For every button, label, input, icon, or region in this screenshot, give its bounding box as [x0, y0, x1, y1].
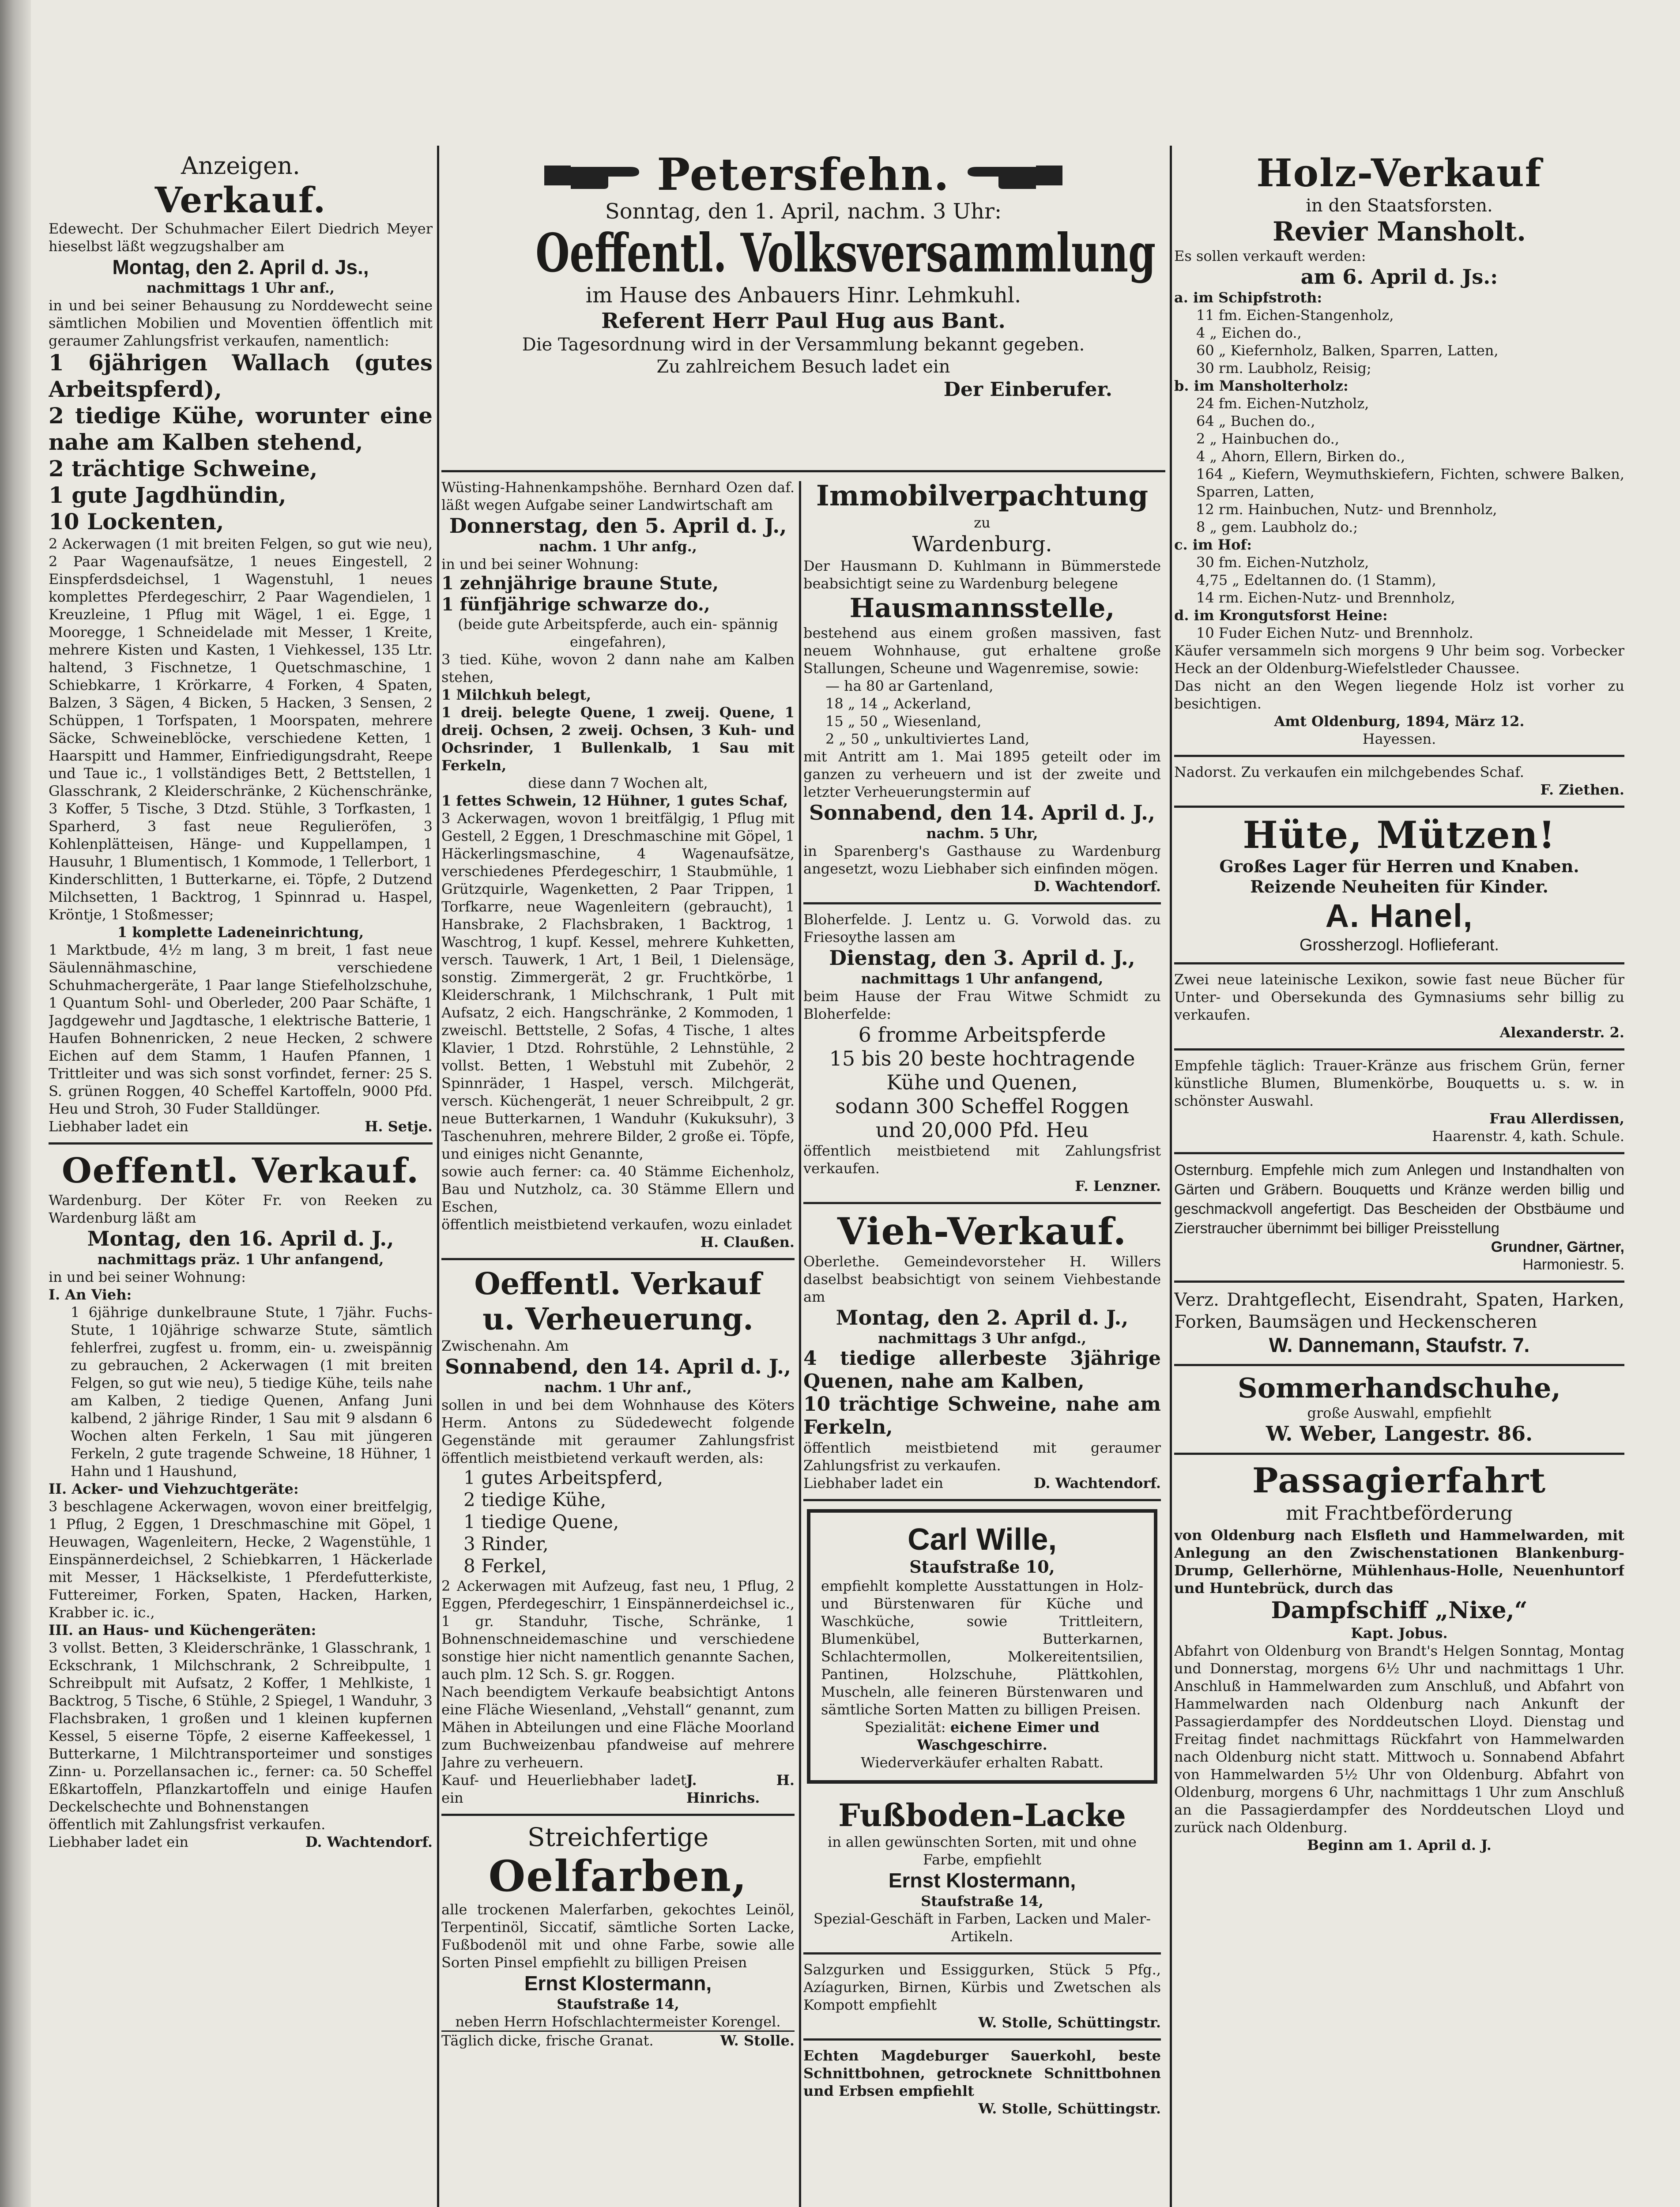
item: und 20,000 Pfd. Heu	[875, 1118, 1089, 1142]
ad-name: A. Hanel,	[1325, 897, 1473, 934]
item: 10 trächtige Schweine, nahe am Ferkeln,	[803, 1393, 1161, 1439]
ad-body: Empfehle täglich: Trauer-Kränze aus frischem Grün, ferner künstliche Blumen, Blumenkörbe, Bouquetts u. s. w. in schönster Auswahl.	[1174, 1057, 1624, 1109]
ad-body: Verz. Drahtgeflecht, Eisendraht, Spaten, Harken, Forken, Baumsägen und Heckenscheren	[1174, 1290, 1624, 1332]
ad-title: Petersfehn.	[657, 148, 950, 200]
ad-time: nachmittags 3 Uhr anfgd.,	[878, 1330, 1086, 1347]
ad-body: 3 tied. Kühe, wovon 2 dann nahe am Kalben stehen,	[441, 651, 795, 685]
ad-body: Echten Magdeburger Sauerkohl, beste Schnittbohnen, getrocknete Schnittbohnen und Erbsen empfiehlt	[803, 2047, 1161, 2099]
ad-line: Reizende Neuheiten für Kinder.	[1250, 877, 1548, 896]
ad-title: Oeffentl. Verkauf.	[61, 1151, 420, 1191]
ad-list: 3 beschlagene Ackerwagen, wovon einer breitfelgig, 1 Pflug, 2 Eggen, 1 Dreschmaschine mit Göpel, 1 Heuwagen, Wagenleitern, Hecke, 2 Wagenstühle, 1 Einspännerdeichsel, 2 Schiebkarren, 1 Häckerlade mit Messer, 1 Häckselkiste, 1 Pferdefutterkiste, Futtereimer, Forken, Spaten, Hacken, Harken, Krabber ic. ic.,	[49, 1498, 433, 1621]
ad-oeffentl-verkauf	[49, 1145, 433, 1858]
ad-nadorst	[1174, 757, 1624, 808]
column-rule	[437, 146, 439, 2207]
list-item: 8 „ gem. Laubholz do.;	[1196, 519, 1358, 535]
ad-note: (beide gute Arbeitspferde, auch ein- spännig eingefahren),	[458, 616, 778, 650]
ad-date: Montag, den 2. April d. Js.,	[112, 256, 369, 279]
ad-time: nachm. 1 Uhr anf.,	[544, 1379, 692, 1396]
item: 1 6jährigen Wallach (gutes Arbeitspferd),	[49, 350, 433, 402]
ad-authority: Amt Oldenburg, 1894, März 12.	[1274, 713, 1525, 730]
ad-time: nachm. 1 Uhr anfg.,	[539, 538, 697, 555]
ad-title: Holz-Verkauf	[1256, 151, 1542, 196]
ad-begin: Beginn am 1. April d. J.	[1307, 1837, 1492, 1853]
ad-petersfehn	[441, 146, 1165, 472]
ad-list: 2 Ackerwagen mit Aufzeug, fast neu, 1 Pflug, 2 Eggen, Pferdegeschirr, 1 Einspännerdeichsel ic., 1 gr. Standuhr, Tische, Schränke, 1 Bohnenschneidemaschine und verschiedene sonstige hier nicht namentlich genannte Sachen, auch plm. 12 Sch. S. gr. Roggen.	[441, 1578, 795, 1683]
item: 1 zehnjährige braune Stute,	[441, 573, 719, 594]
ad-street: Staufstraße 14,	[557, 1996, 679, 2012]
ad-special: eichene Eimer und Waschgeschirre.	[917, 1719, 1100, 1753]
ad-title: Oeffentl. Verkauf	[474, 1266, 762, 1302]
ad-holz-verkauf	[1174, 146, 1624, 757]
table-row: 18 „ 14 „ Ackerland,	[825, 695, 972, 712]
ad-closing: öffentlich meistbietend mit Zahlungsfrist verkaufen.	[803, 1142, 1161, 1177]
ad-signer: W. Stolle.	[720, 2032, 795, 2049]
item: 1 fünfjährige schwarze do.,	[441, 594, 710, 615]
ad-title: Sommerhandschuhe,	[1237, 1372, 1561, 1404]
ad-note: diese dann 7 Wochen alt,	[528, 775, 708, 791]
ad-name: Grundner, Gärtner,	[1491, 1239, 1624, 1255]
ad-dannemann	[1174, 1283, 1624, 1366]
ad-name: Frau Allerdissen,	[1489, 1110, 1624, 1127]
ad-huete	[1174, 808, 1624, 964]
ad-signer: Hayessen.	[1362, 731, 1436, 747]
ad-verheuerung	[441, 1260, 795, 1816]
ad-list: 2 Ackerwagen (1 mit breiten Felgen, so gut wie neu), 2 Paar Wagenaufsätze, 1 neues Eingestell, 2 Einspferdsdeichsel, 1 Wagenstuhl, 1 neues komplettes Pferdegeschirr, 2 Paar Wagendielen, 1 Kreuzleine, 1 Pflug mit Wägel, 1 ei. Egge, 1 Mooregge, 1 Schneidelade mit Messer, 1 Kreite, mehrere Kisten und Kasten, 1 Viehkessel, 135 Ltr. haltend, 3 Fischnetze, 1 Quetschmaschine, 1 Schiebkarre, 1 Krörkarre, 4 Forken, 4 Spaten, Balzen, 3 Sägen, 4 Bicken, 5 Hacken, 3 Sensen, 2 Schüppen, 1 Torfspaten, 1 Moorspaten, mehrere Säcke, Schweineblöcke, verschiedene Ketten, 1 Haarspitt und Hammer, Einfriedigungsdraht, Reepe und Taue ic., 1 vollständiges Bett, 2 Bettstellen, 1 Glasschrank, 2 Kleiderschränke, 2 Küchenschränke, 3 Koffer, 5 Tische, 3 Dtzd. Stühle, 3 Torfkasten, 1 Sparherd, 3 fast neue Regulieröfen, 3 Kohlenplätteisen, Hänge- und Kuppellampen, 1 Hausuhr, 1 Blumentisch, 1 Kommode, 1 Tellerbort, 1 Kinderschlitten, 1 Butterkarne, ei. Töpfe, 2 Dutzend Milchsetten, 1 Backtrog, 1 Spinnrad u. Haspel, Kröntje, 1 Stoßmesser;	[49, 535, 433, 923]
ad-subtitle: Grossherzogl. Hoflieferant.	[1300, 936, 1499, 954]
section-heading: d. im Krongutsforst Heine:	[1174, 607, 1388, 624]
list-item: 164 „ Kiefern, Weymuthskiefern, Fichten, schwere Balken, Sparren, Latten,	[1196, 466, 1624, 500]
ad-closing: öffentlich mit Zahlungsfrist verkaufen.	[49, 1816, 326, 1833]
ad-date: am 6. April d. Js.:	[1300, 265, 1498, 289]
list-item: 2 „ Hainbuchen do.,	[1196, 430, 1339, 447]
ad-footer: Liebhaber ladet ein	[49, 1118, 189, 1135]
ad-street: Staufstraße 14,	[921, 1893, 1043, 1909]
list-item: 24 fm. Eichen-Nutzholz,	[1196, 395, 1369, 412]
ad-title: Passagierfahrt	[1252, 1461, 1547, 1501]
column-middle-left	[441, 472, 795, 2207]
ad-body: in allen gewünschten Sorten, mit und ohne Farbe, empfiehlt	[828, 1834, 1137, 1868]
section-heading: I. An Vieh:	[49, 1286, 132, 1303]
item: sodann 300 Scheffel Roggen	[835, 1094, 1129, 1118]
ad-signer: Der Einberufer.	[943, 378, 1112, 401]
list-item: 11 fm. Eichen-Stangenholz,	[1196, 307, 1394, 324]
ad-street: Staufstraße 10,	[909, 1557, 1055, 1577]
ad-signer: F. Ziethen.	[1540, 781, 1624, 798]
ad-line: Die Tagesordnung wird in der Versammlung bekannt gegeben.	[522, 335, 1085, 355]
ad-date: Sonnabend, den 14. April d. J.,	[444, 1355, 791, 1378]
ad-line: Großes Lager für Herren und Knaben.	[1219, 856, 1579, 876]
ad-signer: D. Wachtendorf.	[1033, 1475, 1161, 1491]
ad-footer: Wiederverkäufer erhalten Rabatt.	[861, 1754, 1104, 1771]
ad-title: Fußboden-Lacke	[838, 1797, 1126, 1834]
ad-signer: D. Wachtendorf.	[1033, 878, 1161, 895]
table-row: 15 „ 50 „ Wiesenland,	[825, 713, 982, 730]
ad-list: 3 vollst. Betten, 3 Kleiderschränke, 1 Glasschrank, 1 Eckschrank, 1 Milchschrank, 2 Schreibpulte, 1 Schreibpult mit Aufsatz, 2 Koffer, 1 Mehlkiste, 1 Backtrog, 5 Tische, 6 Stühle, 2 Spiegel, 1 Wanduhr, 3 Flachsbraken, 1 großen und 1 kleinen kupfernen Kessel, 5 eiserne Töpfe, 2 eiserne Kaffeekessel, 1 Butterkarne, 1 Milchtransporteimer und sonstiges Zinn- u. Porzellansachen ic., ferner: ca. 50 Scheffel Eßkartoffeln, Pflanzkartoffeln und einige Haufen Deckelschechte und Bohnenstangen	[49, 1639, 433, 1815]
ad-body: empfiehlt komplette Ausstattungen in Holz- und Bürstenwaren für Küche und Waschküche, sowie Trittleitern, Blumenkübel, Butterkarnen, Schlachtermollen, Molkereitentsilien, Pantinen, Holzschuhe, Plättkohlen, Muscheln, alle feineren Bürstenwaren und sämtliche Sorten Matten zu billigen Preisen.	[821, 1578, 1143, 1718]
ad-body: Zwei neue lateinische Lexikon, sowie fast neue Bücher für Unter- und Obersekunda des Gymnasiums sehr billig zu verkaufen.	[1174, 971, 1624, 1023]
ad-subtitle: Hausmannsstelle,	[849, 593, 1115, 624]
list-item: 64 „ Buchen do.,	[1196, 413, 1315, 429]
item: 1 gutes Arbeitspferd,	[463, 1467, 663, 1488]
ad-body: 1 Milchkuh belegt,	[441, 686, 591, 703]
item: 2 trächtige Schweine,	[49, 456, 318, 482]
ad-place: Wardenburg.	[912, 532, 1052, 557]
ad-body: Osternburg. Empfehle mich zum Anlegen und Instandhalten von Gärten und Gräbern. Bouquetts und Kränze werden billig und geschmackvoll angefertigt. Das Bescheiden der Obstbäume und Zierstraucher übernimmt bei billiger Preisstellung	[1174, 1162, 1624, 1237]
ad-intro: Der Hausmann D. Kuhlmann in Bümmerstede beabsichtigt seine zu Wardenburg belegene	[803, 557, 1161, 592]
ad-line: Referent Herr Paul Hug aus Bant.	[601, 309, 1006, 333]
item: 4 tiedige allerbeste 3jährige Quenen, nahe am Kalben,	[803, 1347, 1161, 1393]
ad-allerdissen	[1174, 1051, 1624, 1154]
item: 1 gute Jagdhündin,	[49, 482, 286, 508]
ad-name: Ernst Klostermann,	[524, 1972, 712, 1995]
ad-date: Montag, den 2. April d. J.,	[836, 1306, 1129, 1329]
ad-body: in Sparenberg's Gasthause zu Wardenburg angesetzt, wozu Liebhaber sich einfinden mögen.	[803, 843, 1161, 877]
ad-subtitle: mit Frachtbeförderung	[1285, 1502, 1513, 1525]
ad-footer: Liebhaber ladet ein	[803, 1475, 944, 1491]
section-heading: a. im Schipfstroth:	[1174, 289, 1322, 306]
ad-intro: Zwischenahn. Am	[441, 1337, 569, 1354]
ad-body: beim Hause der Frau Witwe Schmidt zu Bloherfelde:	[803, 988, 1161, 1022]
ad-title: Vieh-Verkauf.	[837, 1209, 1127, 1253]
column-middle	[441, 146, 1165, 2207]
ad-body: Abfahrt von Oldenburg von Brandt's Helgen Sonntag, Montag und Donnerstag, morgens 6½ Uhr und nachmittags 1 Uhr. Anschluß in Hammelwarden zum Anschluß, und Abfahrt von Hammelwarden nach Oldenburg nach Ankunft der Passagierdampfer des Norddeutschen Lloyd. Dienstag und Freitag findet nachmittags Rückfahrt von Hammelwarden nach Oldenburg nicht statt. Mittwoch u. Sonnabend Abfahrt von Hammelwarden 5½ Uhr von Oldenburg. Abfahrt von Oldenburg, morgens 6 Uhr, nachmittags 1 Uhr zum Anschluß an die Passagierdampfer des Norddeutschen Lloyd und zurück nach Oldenburg.	[1174, 1642, 1624, 1836]
ad-closing: öffentlich meistbietend verkaufen, wozu einladet	[441, 1216, 792, 1233]
ad-weber	[1174, 1366, 1624, 1455]
ad-time: nachmittags präz. 1 Uhr anfangend,	[97, 1251, 384, 1268]
ad-salzgurken	[803, 1955, 1161, 2041]
ad-date: Donnerstag, den 5. April d. J.,	[449, 514, 787, 538]
list-item: 30 rm. Laubholz, Reisig;	[1196, 360, 1371, 377]
ad-fussboden-lacke	[803, 1792, 1161, 1955]
column-left	[49, 146, 433, 2207]
ad-text: zu	[974, 514, 991, 531]
ad-line: im Hause des Anbauers Hinr. Lehmkuhl.	[585, 283, 1021, 308]
ad-signer: H. Setje.	[365, 1118, 433, 1135]
ad-address: Harmoniestr. 5.	[1522, 1256, 1624, 1273]
column-rule	[1170, 146, 1172, 2207]
ad-signer: F. Lenzner.	[1075, 1178, 1161, 1194]
ad-wuesting	[441, 472, 795, 1260]
column-right	[1174, 146, 1624, 2207]
title-row	[441, 150, 1165, 199]
list-item: 4 „ Eichen do.,	[1196, 324, 1302, 341]
item: 10 Lockenten,	[49, 508, 224, 535]
section-heading: b. im Mansholterholz:	[1174, 377, 1349, 394]
ad-lexikon	[1174, 964, 1624, 1051]
ad-signer: W. Stolle, Schüttingstr.	[978, 2100, 1161, 2117]
ad-bloherfelde	[803, 904, 1161, 1204]
ad-immobilverpachtung	[803, 472, 1161, 904]
ad-time: nachmittags 1 Uhr anfangend,	[861, 970, 1104, 987]
ad-date: Montag, den 16. April d. J.,	[87, 1227, 394, 1250]
ad-body: bestehend aus einem großen massiven, fast neuem Wohnhause, gut erhaltene große Stallungen, Scheune und Wagenremise, sowie:	[803, 625, 1161, 677]
ad-list: 1 6jährige dunkelbraune Stute, 1 7jähr. Fuchs-Stute, 1 10jährige schwarze Stute, sämtlich fehlerfrei, zugfest u. fromm, ein- u. zweispännig zu gebrauchen, 2 Ackerwagen (1 mit breiten Felgen, so gut wie neu), 5 tiedige Kühe, teils nahe am Kalben, 2 tiedige Quenen, Anfang Juni kalbend, 2 jährige Rinder, 1 Sau mit 9 alsdann 6 Wochen alten Ferkeln, 1 Sau mit jüngeren Ferkeln, 2 gute tragende Schweine, 18 Hühner, 1 Hahn und 1 Haushund,	[71, 1304, 433, 1480]
ad-captain: Kapt. Jobus.	[1351, 1625, 1448, 1642]
ad-body: 1 dreij. belegte Quene, 1 zweij. Quene, 1 dreij. Ochsen, 2 zweij. Ochsen, 3 Kuh- und Ochsrinder, 1 Bullenkalb, 1 Sau mit Ferkeln,	[441, 704, 795, 774]
item: 6 fromme Arbeitspferde	[858, 1023, 1106, 1047]
ad-intro: Wüsting-Hahnenkampshöhe. Bernhard Ozen daf. läßt wegen Aufgabe seiner Landwirtschaft am	[441, 479, 795, 513]
ad-body: sollen in und bei dem Wohnhause des Köters Herm. Antons zu Südedewecht folgende Gegenstände mit geraumer Zahlungsfrist öffentlich meistbietend verkauft werden, als:	[441, 1397, 795, 1466]
ad-line: Zu zahlreichem Besuch ladet ein	[656, 357, 950, 377]
ad-highlight: 1 komplette Ladeneinrichtung,	[117, 924, 364, 941]
item: 15 bis 20 beste hochtragende Kühe und Quenen,	[829, 1047, 1135, 1094]
page-gutter	[0, 0, 31, 2207]
ad-body: Täglich dicke, frische Granat.	[441, 2032, 654, 2049]
ad-title: Carl Wille,	[908, 1522, 1057, 1556]
table-row: — ha 80 ar Gartenland,	[825, 678, 994, 694]
ad-subtitle: in den Staatsforsten.	[1306, 196, 1493, 216]
ad-date: Sonnabend, den 14. April d. J.,	[809, 801, 1156, 825]
ad-footer: Kauf- und Heuerliebhaber ladet ein	[441, 1772, 686, 1806]
ad-intro: Bloherfelde. J. Lentz u. G. Vorwold das. zu Friesoythe lassen am	[803, 911, 1161, 945]
ad-title: Verkauf.	[154, 179, 327, 221]
ad-time: nachmittags 1 Uhr anf.,	[146, 279, 335, 296]
ad-name: W. Dannemann, Staufstr. 7.	[1269, 1333, 1530, 1356]
section-heading: Anzeigen.	[181, 152, 300, 180]
table-row: 2 „ 50 „ unkultiviertes Land,	[825, 731, 1029, 747]
ad-closing: öffentlich meistbietend mit geraumer Zahlungsfrist zu verkaufen.	[803, 1439, 1161, 1474]
ad-intro: Es sollen verkauft werden:	[1174, 248, 1366, 264]
column-middle-right	[803, 472, 1161, 2207]
list-item: 30 fm. Eichen-Nutzholz,	[1196, 554, 1369, 571]
section-heading: III. an Haus- und Küchengeräten:	[49, 1622, 316, 1638]
ad-body: mit Antritt am 1. Mai 1895 geteilt oder im ganzen zu verheuern und ist der zweite und letzter Verheuerungstermin auf	[803, 748, 1161, 800]
ad-headline: Oeffentl. Volksversammlung	[535, 222, 1156, 284]
ad-date: Dienstag, den 3. April d. J.,	[829, 946, 1135, 970]
list-item: 10 Fuder Eichen Nutz- und Brennholz.	[1196, 625, 1473, 641]
ad-body: Nach beendigtem Verkaufe beabsichtigt Antons eine Fläche Wiesenland, „Vehstall“ genannt, zum Mähen in Abteilungen und eine Fläche Moorland zum Buchweizenbau pfandweise auf mehrere Jahre zu verheuern.	[441, 1683, 795, 1771]
ad-body: alle trockenen Malerfarben, gekochtes Leinöl, Terpentinöl, Siccatif, sämtliche Sorten Lacke, Fußbodenöl mit und ohne Farbe, sowie alle Sorten Pinsel empfiehlt zu billigen Preisen	[441, 1901, 795, 1971]
ad-body: 1 fettes Schwein, 12 Hühner, 1 gutes Schaf,	[441, 792, 788, 809]
ad-sauerkohl	[803, 2041, 1161, 2124]
ad-title: Hüte, Mützen!	[1243, 813, 1556, 857]
ad-oelfarben	[441, 1816, 795, 2056]
ad-body: Das nicht an den Wegen liegende Holz ist vorher zu besichtigen.	[1174, 678, 1624, 712]
ad-note: neben Herrn Hofschlachtermeister Korengel.	[441, 2013, 795, 2032]
item: 2 tiedige Kühe,	[463, 1489, 606, 1510]
list-item: 4 „ Ahorn, Ellern, Birken do.,	[1196, 448, 1405, 465]
ad-subtitle: Revier Mansholt.	[1272, 216, 1526, 247]
ad-signer: W. Stolle, Schüttingstr.	[978, 2014, 1161, 2031]
ad-carl-wille	[807, 1509, 1157, 1784]
ad-body: in und bei seiner Wohnung:	[441, 556, 639, 572]
ad-list: 3 Ackerwagen, wovon 1 breitfälgig, 1 Pflug mit Gestell, 2 Eggen, 1 Dreschmaschine mit Göpel, 1 Häckerlingsmaschine, 4 Wagenaufsätze, verschiedenes Pferdegeschirr, 1 Staubmühle, 1 Grützquirle, Wagenketten, 2 Paar Trippen, 1 Torfkarre, neue Wagenleitern (gebraucht), 1 Hansbrake, 2 Flachsbraken, 1 Backtrog, 1 Waschtrog, 1 kupf. Kessel, mehrere Kuhketten, versch. Tauwerk, 1 Art, 1 Beil, 1 Dielensäge, sonstig. Zimmergerät, 2 gr. Fruchtkörbe, 1 Kleiderschrank, 1 Milchschrank, 1 Pult mit Aufsatz, 2 eich. Hangschränke, 2 Kommoden, 1 zweischl. Bettstelle, 2 Sofas, 4 Tische, 1 altes Klavier, 1 Dtzd. Rohrstühle, 2 Lehnstühle, 2 vollst. Betten, 1 Webstuhl mit Zubehör, 2 Spinnräder, 1 Haspel, versch. Milchgerät, versch. Küchengerät, 1 neuer Schreibpult, 2 gr. neue Butterkarnen, 1 Wanduhr (Kukuksuhr), 3 Taschenuhren, mehrere Bilder, 2 große ei. Töpfe, und einiges nicht Genannte,	[441, 810, 795, 1162]
ad-name: W. Weber, Langestr. 86.	[1266, 1422, 1533, 1446]
ad-signer: D. Wachtendorf.	[305, 1834, 433, 1850]
ad-title: u. Verheuerung.	[482, 1302, 753, 1337]
list-item: 14 rm. Eichen-Nutz- und Brennholz,	[1196, 589, 1455, 606]
list-item: 4,75 „ Edeltannen do. (1 Stamm),	[1196, 572, 1436, 588]
ad-signer: H. Claußen.	[700, 1234, 795, 1250]
ad-title: Oelfarben,	[488, 1851, 748, 1901]
ad-intro: Edewecht. Der Schuhmacher Eilert Diedrich Meyer hieselbst läßt wegzugshalber am	[49, 220, 433, 255]
ad-vieh-verkauf	[803, 1204, 1161, 1501]
list-item: 60 „ Kiefernholz, Balken, Sparren, Latten,	[1196, 342, 1499, 359]
ad-body: Salzgurken und Essiggurken, Stück 5 Pfg., Azíagurken, Birnen, Kürbis und Zwetschen als Kompott empfiehlt	[803, 1961, 1161, 2013]
section-heading: c. im Hof:	[1174, 536, 1252, 553]
item: 1 tiedige Quene,	[463, 1511, 619, 1533]
ad-body: in und bei seiner Behausung zu Norddewecht seine sämtlichen Mobilien und Moventien öffentlich mit geraumer Zahlungsfrist verkaufen, namentlich:	[49, 297, 433, 349]
ad-subtitle: Sonntag, den 1. April, nachm. 3 Uhr:	[605, 199, 1002, 224]
ad-body: sowie auch ferner: ca. 40 Stämme Eichenholz, Bau und Nutzholz, ca. 30 Stämme Ellern und Eschen,	[441, 1163, 795, 1215]
item: 2 tiedige Kühe, worunter eine nahe am Kalben stehend,	[49, 403, 433, 455]
ad-body: Käufer versammeln sich morgens 9 Uhr beim sog. Vorbecker Heck an der Oldenburg-Wiefelstleder Chaussee.	[1174, 642, 1624, 677]
ad-grundner	[1174, 1154, 1624, 1283]
ad-passagierfahrt	[1174, 1455, 1624, 1861]
ad-title: Streichfertige	[527, 1822, 709, 1852]
pointing-hand-right-icon	[542, 154, 644, 194]
ad-body: Nadorst. Zu verkaufen ein milchgebendes Schaf.	[1174, 764, 1524, 780]
ad-title: Immobilverpachtung	[816, 479, 1149, 512]
list-item: 12 rm. Hainbuchen, Nutz- und Brennholz,	[1196, 501, 1497, 518]
ad-signer: Alexanderstr. 2.	[1499, 1024, 1624, 1041]
ad-verkauf-meyer	[49, 146, 433, 1145]
ad-signer: J. H. Hinrichs.	[686, 1772, 795, 1806]
item: 3 Rinder,	[463, 1533, 549, 1555]
ad-address: Haarenstr. 4, kath. Schule.	[1432, 1128, 1624, 1145]
ad-body: in und bei seiner Wohnung:	[49, 1269, 246, 1285]
ad-note: Spezial-Geschäft in Farben, Lacken und Maler-Artikeln.	[813, 1910, 1151, 1945]
ad-body: von Oldenburg nach Elsfleth und Hammelwarden, mit Anlegung an den Zwischenstationen Blankenburg-Drump, Gellerhörne, Mühlenhaus-Holle, Neuenhuntorf und Huntebrück, durch das	[1174, 1527, 1624, 1597]
ad-time: nachm. 5 Uhr,	[926, 825, 1038, 842]
ad-label: Spezialität:	[865, 1719, 946, 1736]
ad-name: Ernst Klostermann,	[888, 1869, 1076, 1892]
section-heading: II. Acker- und Viehzuchtgeräte:	[49, 1480, 299, 1497]
ad-body: große Auswahl, empfiehlt	[1307, 1405, 1492, 1421]
item: 8 Ferkel,	[463, 1555, 547, 1577]
ad-footer: Liebhaber ladet ein	[49, 1834, 189, 1850]
ad-intro: Wardenburg. Der Köter Fr. von Reeken zu Wardenburg läßt am	[49, 1192, 433, 1226]
pointing-hand-left-icon	[963, 154, 1065, 194]
ad-ship: Dampfschiff „Nixe,“	[1271, 1597, 1528, 1624]
ad-list: 1 Marktbude, 4½ m lang, 3 m breit, 1 fast neue Säulennähmaschine, verschiedene Schuhmachergeräte, 1 Paar lange Stiefelholzschuhe, 1 Quantum Sohl- und Oberleder, 200 Paar Schäfte, 1 Jagdgewehr und Jagdtasche, 1 elektrische Batterie, 1 Haufen Bohnenricken, 2 neue Hecken, 2 schwere Eichen auf dem Stamm, 1 Haufen Pfannen, 1 Trittleiter und was sich sonst vorfindet, ferner: 25 S. S. grünen Roggen, 40 Scheffel Kartoffeln, 9000 Pfd. Heu und Stroh, 30 Fuder Stalldünger.	[49, 942, 433, 1117]
ad-intro: Oberlethe. Gemeindevorsteher H. Willers daselbst beabsichtigt von seinem Viehbestande am	[803, 1253, 1161, 1305]
